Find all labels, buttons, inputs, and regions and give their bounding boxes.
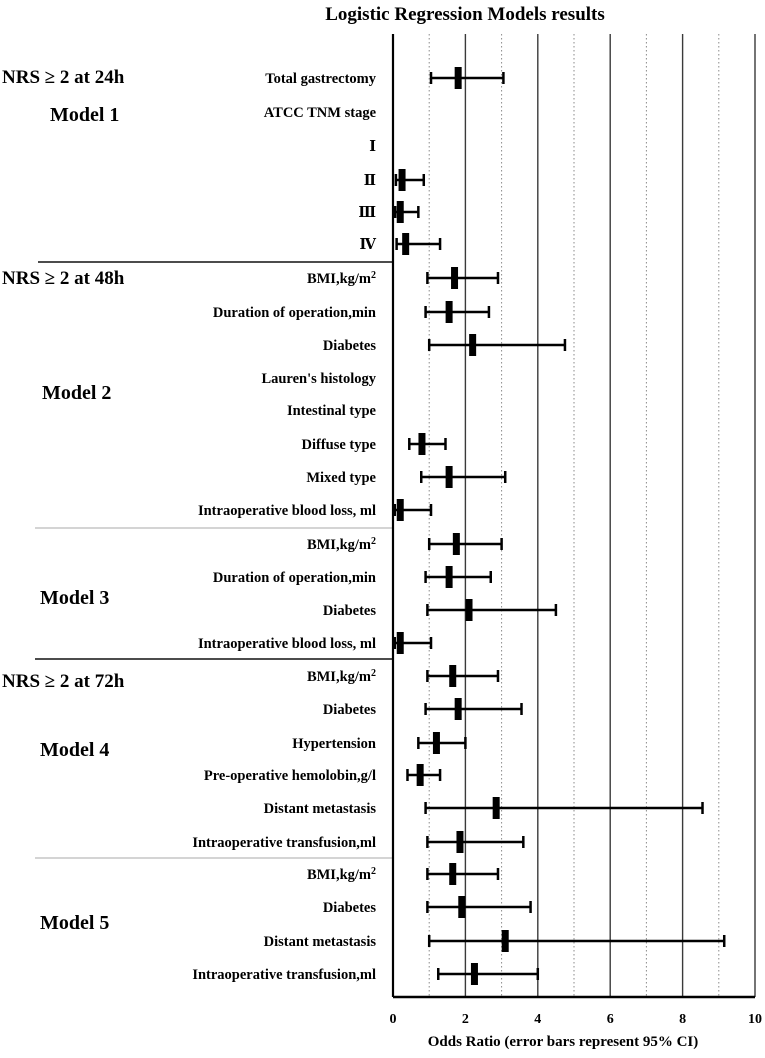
row-label: $BMI,kg/m^2$	[306, 535, 376, 553]
odds-ratio-point	[493, 797, 500, 819]
odds-ratio-point	[466, 599, 473, 621]
odds-ratio-point	[451, 267, 458, 289]
model-label: Model 3	[40, 587, 110, 609]
model-label: Model 2	[42, 382, 112, 404]
row-label: Intraoperative blood loss, ml	[197, 503, 376, 519]
row-label: Intraoperative transfusion,ml	[192, 967, 376, 983]
row-label: Diffuse type	[301, 437, 376, 453]
x-tick-label: 6	[606, 1012, 614, 1027]
odds-ratio-point	[449, 863, 456, 885]
section-label: NRS ≥ 2 at 24h	[2, 67, 125, 88]
odds-ratio-point	[455, 698, 462, 720]
row-label: Distant metastasis	[263, 801, 376, 817]
odds-ratio-point	[446, 566, 453, 588]
row-label: Intraoperative blood loss, ml	[197, 636, 376, 652]
odds-ratio-point	[469, 334, 476, 356]
model-label: Model 1	[50, 104, 120, 126]
row-label: $BMI,kg/m^2$	[306, 865, 376, 883]
section-label: NRS ≥ 2 at 48h	[2, 268, 125, 289]
grid-lines	[429, 34, 755, 997]
row-label: Ⅰ	[369, 139, 376, 155]
odds-ratio-point	[397, 201, 404, 223]
x-tick-label: 2	[461, 1012, 469, 1027]
x-tick-label: 10	[748, 1012, 762, 1027]
row-label: $BMI,kg/m^2$	[306, 667, 376, 685]
row-label: Duration of operation,min	[212, 570, 376, 586]
row-label: Diabetes	[322, 900, 376, 916]
row-label: Ⅱ	[363, 173, 376, 189]
odds-ratio-point	[449, 665, 456, 687]
row-label: $BMI,kg/m^2$	[306, 269, 376, 287]
row-label: Lauren's histology	[261, 371, 376, 387]
row-label: Pre-operative hemolobin,g/l	[203, 768, 376, 784]
odds-ratio-point	[446, 301, 453, 323]
row-labels	[2, 67, 377, 983]
x-axis	[390, 34, 763, 1027]
row-label: Distant metastasis	[263, 934, 376, 950]
section-label: NRS ≥ 2 at 72h	[2, 671, 125, 692]
odds-ratio-point	[417, 764, 424, 786]
row-label: Intraoperative transfusion,ml	[192, 835, 376, 851]
x-tick-label: 4	[534, 1012, 542, 1027]
row-label: Duration of operation,min	[212, 305, 376, 321]
odds-ratio-marks	[395, 67, 724, 985]
odds-ratio-point	[418, 433, 425, 455]
odds-ratio-point	[433, 732, 440, 754]
row-label: Total gastrectomy	[265, 71, 376, 87]
chart-title: Logistic Regression Models results	[325, 4, 605, 25]
row-label: Mixed type	[306, 470, 376, 486]
model-label: Model 5	[40, 912, 110, 934]
x-axis-label: Odds Ratio (error bars represent 95% CI)	[427, 1034, 699, 1050]
odds-ratio-point	[397, 632, 404, 654]
row-label: Hypertension	[292, 736, 376, 752]
odds-ratio-point	[458, 896, 465, 918]
row-label: Diabetes	[322, 702, 376, 718]
odds-ratio-point	[502, 930, 509, 952]
model-label: Model 4	[40, 739, 110, 761]
odds-ratio-point	[446, 466, 453, 488]
odds-ratio-point	[453, 533, 460, 555]
row-label: Diabetes	[322, 603, 376, 619]
row-label: Ⅳ	[359, 237, 376, 253]
odds-ratio-point	[399, 169, 406, 191]
row-label: Diabetes	[322, 338, 376, 354]
row-label: Intestinal type	[286, 403, 376, 419]
x-tick-label: 8	[679, 1012, 687, 1027]
odds-ratio-point	[471, 963, 478, 985]
odds-ratio-point	[456, 831, 463, 853]
row-label: Ⅲ	[358, 205, 376, 221]
odds-ratio-point	[397, 499, 404, 521]
odds-ratio-point	[455, 67, 462, 89]
row-label: ATCC TNM stage	[263, 105, 376, 121]
x-tick-label: 0	[389, 1012, 397, 1027]
odds-ratio-point	[402, 233, 409, 255]
